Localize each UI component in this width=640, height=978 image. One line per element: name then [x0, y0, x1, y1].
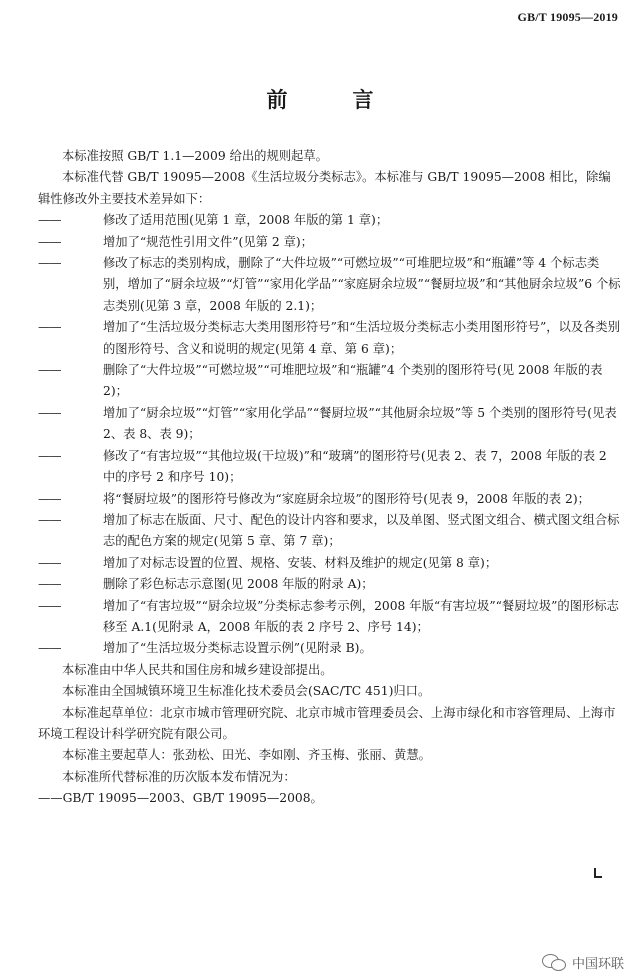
dash: ——: [38, 405, 61, 420]
list-item-text: 删除了“大件垃圾”“可燃垃圾”“可堆肥垃圾”和“瓶罐”4 个类别的图形符号(见 2008 年版的表 2)；: [103, 363, 603, 399]
previous-versions: ——GB/T 19095—2003、GB/T 19095—2008。: [38, 791, 323, 806]
list-item-text: 增加了“规范性引用文件”(见第 2 章)；: [103, 234, 313, 249]
dash: ——: [38, 448, 61, 463]
list-item: [38, 510, 622, 553]
dash: ——: [38, 641, 61, 656]
paragraph: 本标准所代替标准的历次版本发布情况为：: [62, 769, 296, 784]
dash: ——: [38, 256, 61, 271]
list-item: [38, 253, 622, 317]
list-item-text: 删除了彩色标志示意图(见 2008 年版的附录 A)；: [103, 577, 374, 592]
dash: ——: [38, 213, 61, 228]
paragraph: 本标准代替 GB/T 19095—2008《生活垃圾分类标志》。本标准与 GB/T 19095—2008 相比，除编辑性修改外主要技术差异如下：: [38, 170, 611, 206]
list-item-text: 增加了“生活垃圾分类标志设置示例”(见附录 B)。: [103, 641, 372, 656]
dash: ——: [38, 512, 61, 527]
paragraph: 本标准按照 GB/T 1.1—2009 给出的规则起草。: [62, 149, 328, 163]
paragraph: 本标准起草单位：北京市城市管理研究院、北京市城市管理委员会、上海市绿化和市容管理局、上海市环境工程设计科学研究院有限公司。: [38, 705, 616, 741]
list-item: [38, 317, 622, 360]
page-title: 前 言: [266, 88, 396, 112]
list-item: [38, 553, 622, 574]
paragraph: 本标准由全国城镇环境卫生标准化技术委员会(SAC/TC 451)归口。: [62, 684, 431, 699]
foreword-body: [38, 146, 622, 810]
list-item: [38, 210, 622, 231]
list-item-text: 增加了“生活垃圾分类标志大类用图形符号”和“生活垃圾分类标志小类用图形符号”，以及各类别的图形符号、含义和说明的规定(见第 4 章、第 6 章)；: [103, 320, 621, 356]
list-item: [38, 638, 622, 659]
list-item-text: 修改了适用范围(见第 1 章，2008 年版的第 1 章)；: [103, 213, 389, 228]
list-item: [38, 596, 622, 639]
list-item: [38, 360, 622, 403]
dash: ——: [38, 491, 61, 506]
watermark-text: 中国环联: [571, 957, 624, 972]
list-item: [38, 403, 622, 446]
wechat-icon: [542, 954, 566, 972]
list-item-text: 修改了“有害垃圾”“其他垃圾(干垃圾)”和“玻璃”的图形符号(见表 2、表 7，2008 年版的表 2 中的序号 2 和序号 10)；: [103, 448, 607, 485]
watermark: [542, 953, 624, 972]
list-item-text: 增加了“有害垃圾”“厨余垃圾”分类标志参考示例，2008 年版“有害垃圾”“餐厨垃圾”的图形标志移至 A.1(见附录 A，2008 年版的表 2 序号 2、序号 14)；: [103, 598, 619, 634]
standard-number: GB/T 19095—2019: [517, 10, 618, 24]
paragraph: 本标准主要起草人：张劲松、田光、李如刚、齐玉梅、张丽、黄慧。: [62, 748, 431, 763]
list-item: [38, 574, 622, 595]
list-item: [38, 489, 622, 510]
paragraph: 本标准由中华人民共和国住房和城乡建设部提出。: [62, 662, 333, 677]
list-item: [38, 232, 622, 253]
dash: ——: [38, 234, 61, 249]
list-item: [38, 446, 622, 489]
dash: ——: [38, 555, 61, 570]
list-item-text: 修改了标志的类别构成，删除了“大件垃圾”“可燃垃圾”“可堆肥垃圾”和“瓶罐”等 4 个标志类别，增加了“厨余垃圾”“灯管”“家用化学品”“家庭厨余垃圾”“餐厨垃圾”和“其他厨余垃圾”6 个标志类别(见第 3 章，2008 年版的 2.1)；: [103, 256, 621, 313]
list-item-text: 增加了“厨余垃圾”“灯管”“家用化学品”“餐厨垃圾”“其他厨余垃圾”等 5 个类别的图形符号(见表 2、表 8、表 9)；: [103, 405, 617, 442]
dash: ——: [38, 577, 61, 592]
dash: ——: [38, 320, 61, 335]
corner-mark-icon: [594, 868, 602, 878]
list-item-text: 增加了对标志设置的位置、规格、安装、材料及维护的规定(见第 8 章)；: [103, 555, 498, 570]
list-item-text: 增加了标志在版面、尺寸、配色的设计内容和要求，以及单图、竖式图文组合、横式图文组合标志的配色方案的规定(见第 5 章、第 7 章)；: [103, 512, 620, 549]
list-item-text: 将“餐厨垃圾”的图形符号修改为“家庭厨余垃圾”的图形符号(见表 9，2008 年版的表 2)；: [103, 491, 590, 506]
dash: ——: [38, 598, 61, 613]
dash: ——: [38, 363, 61, 378]
